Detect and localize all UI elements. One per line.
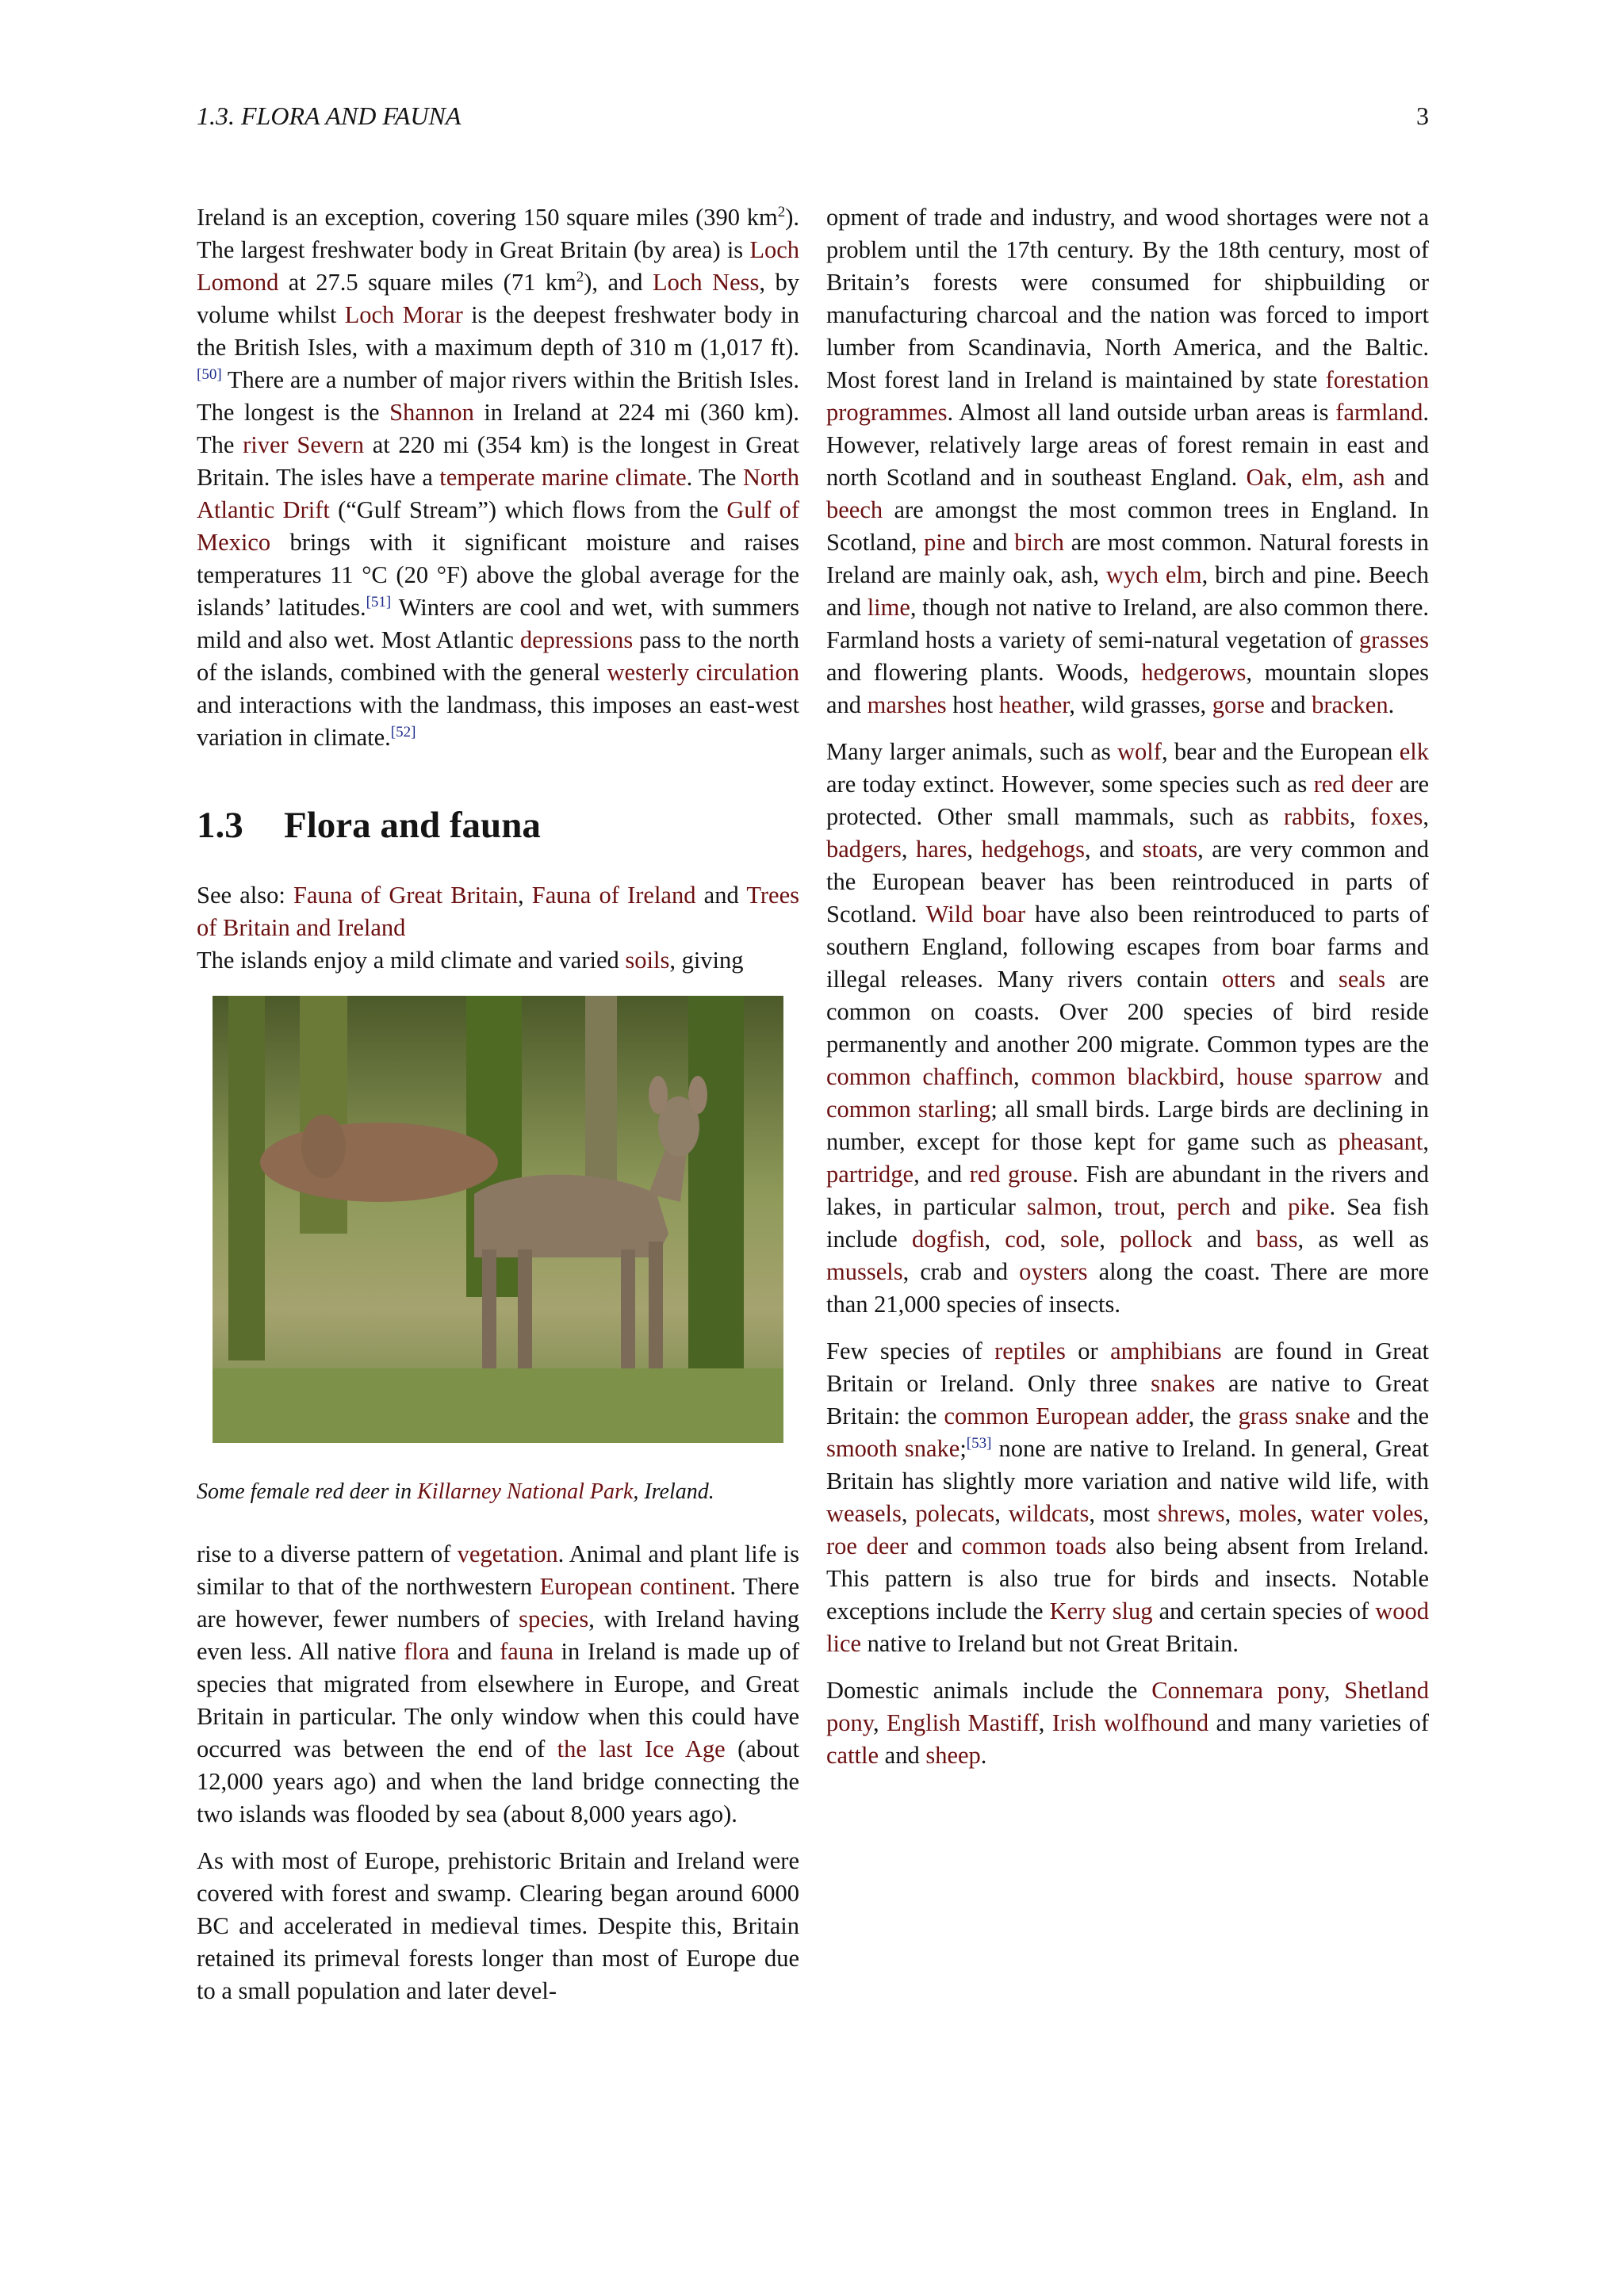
link-badgers[interactable]: badgers: [826, 836, 902, 863]
link-reptiles[interactable]: reptiles: [994, 1337, 1066, 1364]
link-beech[interactable]: beech: [826, 496, 883, 523]
link-grass-snake[interactable]: grass snake: [1238, 1402, 1350, 1429]
red-deer-illustration: [213, 996, 783, 1443]
link-elk[interactable]: elk: [1399, 738, 1429, 765]
link-bass[interactable]: bass: [1255, 1226, 1298, 1253]
link-red-grouse[interactable]: red grouse: [969, 1161, 1073, 1188]
running-head-section: 1.3. FLORA AND FAUNA: [197, 101, 462, 130]
figure-caption: Some female red deer in Killarney National Park, Ireland.: [197, 1479, 714, 1504]
link-soils[interactable]: soils: [625, 947, 670, 974]
link-common-european-adder[interactable]: common European adder: [944, 1402, 1189, 1429]
link-trees-of-britain-and-ireland[interactable]: Trees of Britain and Ireland: [197, 882, 799, 941]
paragraph-vegetation: rise to a diverse pattern of vegetation. Animal and plant life is similar to that of the northwestern European continent. There are however, fewer numbers of species, with Ireland having even less. All native flora and fauna in Ireland is made up of species that migrated from elsewhere in Europe, and Great Britain in particular. The only window when this could have occurred was between the end of the last Ice Age (about 12,000 years ago) and when the land bridge connecting the two islands was flooded by sea (about 8,000 years ago).: [197, 1540, 800, 1827]
link-oysters[interactable]: oysters: [1019, 1258, 1088, 1285]
link-shrews[interactable]: shrews: [1157, 1500, 1225, 1527]
link-shetland-pony[interactable]: Shetland pony: [826, 1677, 1430, 1736]
paragraph-forest-history: As with most of Europe, prehistoric Britain and Ireland were covered with forest and swamp. Clearing began around 6000 BC and accelerated in medieval times. Despite this, Britain retained its primeval forests longer than most of Europe due to a small population and later devel-: [197, 1847, 799, 2004]
link-gorse[interactable]: gorse: [1212, 691, 1265, 718]
link-flora[interactable]: flora: [404, 1638, 450, 1665]
see-also-line: See also: Fauna of Great Britain, Fauna of Ireland and Trees of Britain and Ireland: [197, 882, 799, 941]
link-common-blackbird[interactable]: common blackbird: [1031, 1063, 1219, 1090]
citation-50[interactable]: [50]: [197, 365, 222, 383]
link-shannon[interactable]: Shannon: [389, 399, 474, 426]
link-english-mastiff[interactable]: English Mastiff: [887, 1709, 1039, 1736]
link-marshes[interactable]: marshes: [867, 691, 947, 718]
link-european-continent[interactable]: European continent: [539, 1573, 730, 1600]
paragraph-lakes-rivers-climate: Ireland is an exception, covering 150 square miles (390 $km^2$). The largest freshwater body in Great Britain (by area) is Loch Lomond at 27.5 square miles (71 $km^2$), and Loch Ness, by volume whilst Loch Morar is the deepest freshwater body in the British Isles, with a maximum depth of 310 m (1,017 ft).[50] There are a number of major rivers within the British Isles. The longest is the Shannon in Ireland at 224 mi (360 km). The river Severn at 220 mi (354 km) is the longest in Great Britain. The isles have a temperate marine climate. The North Atlantic Drift (“Gulf Stream”) which flows from the Gulf of Mexico brings with it significant moisture and raises temperatures 11 °C (20 °F) above the global average for the islands’ latitudes.[51] Winters are cool and wet, with summers mild and also wet. Most Atlantic depressions pass to the north of the islands, combined with the general westerly circulation and interactions with the landmass, this imposes an east-west variation in climate.[52]: [197, 203, 799, 751]
paragraph-intro-start: The islands enjoy a mild climate and varied soils, giving: [197, 947, 744, 974]
citation-53[interactable]: [53]: [966, 1434, 992, 1452]
link-sheep[interactable]: sheep: [925, 1742, 981, 1769]
link-lime[interactable]: lime: [867, 594, 910, 621]
link-birch[interactable]: birch: [1014, 529, 1064, 556]
link-depressions[interactable]: depressions: [519, 626, 634, 653]
link-river-severn[interactable]: river Severn: [243, 431, 365, 458]
link-weasels[interactable]: weasels: [826, 1500, 902, 1527]
link-ash[interactable]: ash: [1352, 464, 1385, 491]
link-kerry-slug[interactable]: Kerry slug: [1049, 1598, 1153, 1624]
link-perch[interactable]: perch: [1177, 1193, 1231, 1220]
link-moles[interactable]: moles: [1239, 1500, 1297, 1527]
link-house-sparrow[interactable]: house sparrow: [1236, 1063, 1383, 1090]
section-heading: [197, 803, 799, 848]
link-roe-deer[interactable]: roe deer: [826, 1533, 909, 1559]
link-dogfish[interactable]: dogfish: [911, 1226, 985, 1253]
link-loch-morar[interactable]: Loch Morar: [344, 301, 463, 328]
link-hedgehogs[interactable]: hedgehogs: [981, 836, 1085, 863]
link-fauna[interactable]: fauna: [500, 1638, 553, 1665]
link-mussels[interactable]: mussels: [826, 1258, 903, 1285]
paragraph-domestic-animals: Domestic animals include the Connemara pony, Shetland pony, English Mastiff, Irish wolfhound and many varieties of cattle and sheep.: [826, 1677, 1430, 1769]
section-number: 1.3: [197, 805, 243, 846]
link-stoats[interactable]: stoats: [1142, 836, 1198, 863]
link-gulf-of-mexico[interactable]: Gulf of Mexico: [197, 496, 799, 556]
citation-52[interactable]: [52]: [390, 723, 416, 740]
link-common-chaffinch[interactable]: common chaffinch: [826, 1063, 1014, 1090]
link-partridge[interactable]: partridge: [826, 1161, 914, 1188]
link-connemara-pony[interactable]: Connemara pony: [1151, 1677, 1324, 1704]
link-red-deer[interactable]: red deer: [1313, 771, 1393, 798]
right-column: [826, 201, 1429, 1786]
link-irish-wolfhound[interactable]: Irish wolfhound: [1051, 1709, 1209, 1736]
link-water-voles[interactable]: water voles: [1310, 1500, 1423, 1527]
link-cod[interactable]: cod: [1005, 1226, 1040, 1253]
paragraph-forests: opment of trade and industry, and wood shortages were not a problem until the 17th century. By the 18th century, most of Britain’s forests were consumed for shipbuilding or manufacturing charcoal and the nation was forced to import lumber from Scandinavia, North America, and the Baltic. Most forest land in Ireland is maintained by state forestation programmes. Almost all land outside urban areas is farmland. However, relatively large areas of forest remain in east and north Scotland and in southeast England. Oak, elm, ash and beech are amongst the most common trees in England. In Scotland, pine and birch are most common. Natural forests in Ireland are mainly oak, ash, wych elm, birch and pine. Beech and lime, though not native to Ireland, are also common there. Farmland hosts a variety of semi-natural vegetation of grasses and flowering plants. Woods, hedgerows, mountain slopes and marshes host heather, wild grasses, gorse and bracken.: [826, 204, 1430, 718]
link-fauna-of-ireland[interactable]: Fauna of Ireland: [531, 882, 696, 909]
link-grasses[interactable]: grasses: [1358, 626, 1429, 653]
link-last-ice-age[interactable]: the last Ice Age: [557, 1735, 726, 1762]
link-cattle[interactable]: cattle: [826, 1742, 879, 1769]
link-hares[interactable]: hares: [916, 836, 967, 863]
link-common-toads[interactable]: common toads: [961, 1533, 1107, 1559]
citation-51[interactable]: [51]: [366, 593, 392, 610]
link-common-starling[interactable]: common starling: [826, 1096, 991, 1123]
link-wildcats[interactable]: wildcats: [1008, 1500, 1090, 1527]
link-vegetation[interactable]: vegetation: [457, 1540, 558, 1567]
link-forestation-programmes[interactable]: forestation programmes: [826, 366, 1429, 426]
link-sole[interactable]: sole: [1060, 1226, 1100, 1253]
link-westerly-circulation[interactable]: westerly circulation: [607, 659, 799, 686]
link-pollock[interactable]: pollock: [1120, 1226, 1193, 1253]
link-temperate-marine-climate[interactable]: temperate marine climate: [439, 464, 687, 491]
page-number: 3: [1416, 101, 1429, 130]
link-killarney-national-park[interactable]: Killarney National Park: [417, 1479, 634, 1504]
link-oak[interactable]: Oak: [1246, 464, 1287, 491]
link-foxes[interactable]: foxes: [1370, 803, 1423, 830]
link-heather[interactable]: heather: [998, 691, 1070, 718]
link-loch-ness[interactable]: Loch Ness: [653, 269, 760, 296]
link-wych-elm[interactable]: wych elm: [1105, 561, 1202, 588]
link-otters[interactable]: otters: [1221, 966, 1276, 993]
link-loch-lomond[interactable]: Loch Lomond: [197, 236, 799, 296]
link-fauna-of-great-britain[interactable]: Fauna of Great Britain: [293, 882, 518, 909]
link-wild-boar[interactable]: Wild boar: [925, 901, 1026, 928]
link-amphibians[interactable]: amphibians: [1110, 1337, 1222, 1364]
link-wolf[interactable]: wolf: [1117, 738, 1162, 765]
link-rabbits[interactable]: rabbits: [1283, 803, 1350, 830]
link-pheasant[interactable]: pheasant: [1338, 1128, 1423, 1155]
link-elm[interactable]: elm: [1301, 464, 1339, 491]
left-column: [197, 201, 799, 2022]
link-pike[interactable]: pike: [1287, 1193, 1330, 1220]
link-snakes[interactable]: snakes: [1151, 1370, 1216, 1397]
link-bracken[interactable]: bracken: [1312, 691, 1388, 718]
link-species[interactable]: species: [519, 1605, 589, 1632]
link-polecats[interactable]: polecats: [915, 1500, 995, 1527]
link-wood-lice[interactable]: wood lice: [826, 1598, 1429, 1657]
section-title: Flora and fauna: [284, 805, 541, 846]
running-head: [197, 101, 1429, 131]
link-salmon[interactable]: salmon: [1027, 1193, 1097, 1220]
link-farmland[interactable]: farmland: [1335, 399, 1423, 426]
link-smooth-snake[interactable]: smooth snake: [826, 1435, 960, 1462]
red-deer-photo: [213, 996, 783, 1443]
paragraph-animals: Many larger animals, such as wolf, bear and the European elk are today extinct. However, some species such as red deer are protected. Other small mammals, such as rabbits, foxes, badgers, hares, hedgehogs, and stoats, are very common and the European beaver has been reintroduced in parts of Scotland. Wild boar have also been reintroduced to parts of southern England, following escapes from boar farms and illegal releases. Many rivers contain otters and seals are common on coasts. Over 200 species of bird reside permanently and another 200 migrate. Common types are the common chaffinch, common blackbird, house sparrow and common starling; all small birds. Large birds are declining in number, except for those kept for game such as pheasant, partridge, and red grouse. Fish are abundant in the rivers and lakes, in particular salmon, trout, perch and pike. Sea fish include dogfish, cod, sole, pollock and bass, as well as mussels, crab and oysters along the coast. There are more than 21,000 species of insects.: [826, 738, 1430, 1318]
link-hedgerows[interactable]: hedgerows: [1141, 659, 1247, 686]
paragraph-reptiles: Few species of reptiles or amphibians are found in Great Britain or Ireland. Only three snakes are native to Great Britain: the common European adder, the grass snake and the smooth snake;[53] none are native to Ireland. In general, Great Britain has slightly more variation and native wild life, with weasels, polecats, wildcats, most shrews, moles, water voles, roe deer and common toads also being absent from Ireland. This pattern is also true for birds and insects. Notable exceptions include the Kerry slug and certain species of wood lice native to Ireland but not Great Britain.: [826, 1337, 1430, 1657]
link-seals[interactable]: seals: [1338, 966, 1386, 993]
link-north-atlantic-drift[interactable]: North Atlantic Drift: [197, 464, 799, 523]
link-trout[interactable]: trout: [1113, 1193, 1160, 1220]
figure: [197, 996, 799, 1506]
link-pine[interactable]: pine: [924, 529, 966, 556]
